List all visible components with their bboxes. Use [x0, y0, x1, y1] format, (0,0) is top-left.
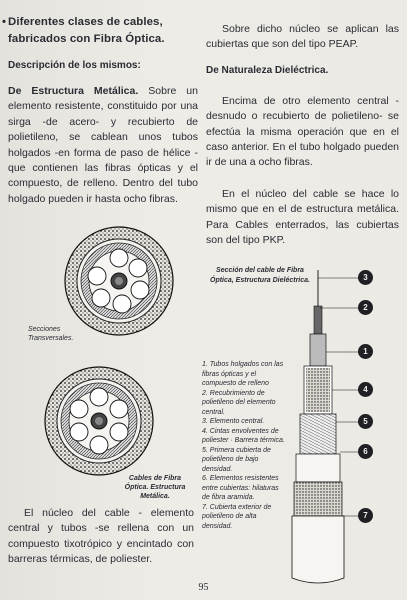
callout-2: 2: [358, 300, 373, 315]
metal-structure-paragraph: [8, 84, 198, 207]
cable-layers-diagram: [290, 266, 400, 588]
cross-section-figure-bottom: [44, 366, 154, 476]
section-title: [2, 14, 198, 48]
legend-item: 3. Elemento central.: [202, 418, 265, 425]
left-column: [2, 14, 198, 207]
callout-3: 3: [358, 270, 373, 285]
core-fill-paragraph: El núcleo del cable - elemento central y tubos -se rellena con un compuesto tixotrópico y encintado con barreras térmicas, de poliester.: [8, 507, 194, 566]
callout-4: 4: [358, 382, 373, 397]
caption-cross-sections: Secciones Transversales.: [28, 326, 74, 342]
metal-structure-lead: De Estructura Metálica.: [8, 85, 139, 97]
diagram-legend: [202, 360, 286, 531]
callout-5: 5: [358, 414, 373, 429]
legend-item: 1. Tubos holgados con las fibras ópticas y el compuesto de relleno: [202, 361, 284, 387]
legend-item: 5. Primera cubierta de polietileno de bajo densidad.: [202, 446, 271, 473]
legend-item: 4. Cintas envolventes de poliester · Barrera térmica.: [202, 427, 285, 444]
page-number: 95: [198, 582, 209, 593]
buried-cables-paragraph: En el núcleo del cable se hace lo mismo que en el de estructura metálica. Para Cables enterrados, las cubiertas son del tipo PKP.: [206, 187, 399, 247]
caption-metal-cables: Cables de Fibra Óptica. Estructura Metálica.: [124, 475, 186, 500]
bullet: •: [2, 16, 7, 28]
description-subhead: Descripción de los mismos:: [8, 60, 141, 71]
dielectric-subhead: De Naturaleza Dieléctrica.: [206, 64, 329, 76]
legend-item: 6. Elementos resistentes entre cubiertas: hilaturas de fibra aramida.: [202, 475, 279, 501]
section-title-text: Diferentes clases de cables, fabricados con Fibra Óptica.: [8, 16, 165, 45]
cross-section-figure-top: [64, 226, 174, 336]
callout-1: 1: [358, 344, 373, 359]
legend-item: 7. Cubierta exterior de polietileno de alta densidad.: [202, 503, 272, 530]
callout-6: 6: [358, 444, 373, 459]
callout-7: 7: [358, 508, 373, 523]
dielectric-diagram-caption: Sección del cable de Fibra Óptica, Estructura Dieléctrica.: [210, 267, 310, 284]
metal-structure-body: Sobre un elemento resistente, constituido por una sirga -de acero- y recubierto de polietileno, se cablean unos tubos holgados -en forma de paso de hélice -que contienen las fibras ópticas y el compuesto, de relleno. Dentro del tubo holgado pueden ir hasta ocho fibras.: [8, 85, 198, 205]
right-column: [206, 22, 399, 248]
dielectric-paragraph: Encima de otro elemento central -desnudo o recubierto de polietileno- se efectúa la misma operación que en el caso anterior. En el tubo holgado pueden ir de una a ocho fibras.: [206, 94, 399, 169]
legend-item: 2. Recubrimiento de polietileno del elemento central.: [202, 389, 276, 416]
sheath-intro-paragraph: Sobre dicho núcleo se aplican las cubiertas que son del tipo PEAP.: [206, 23, 399, 51]
